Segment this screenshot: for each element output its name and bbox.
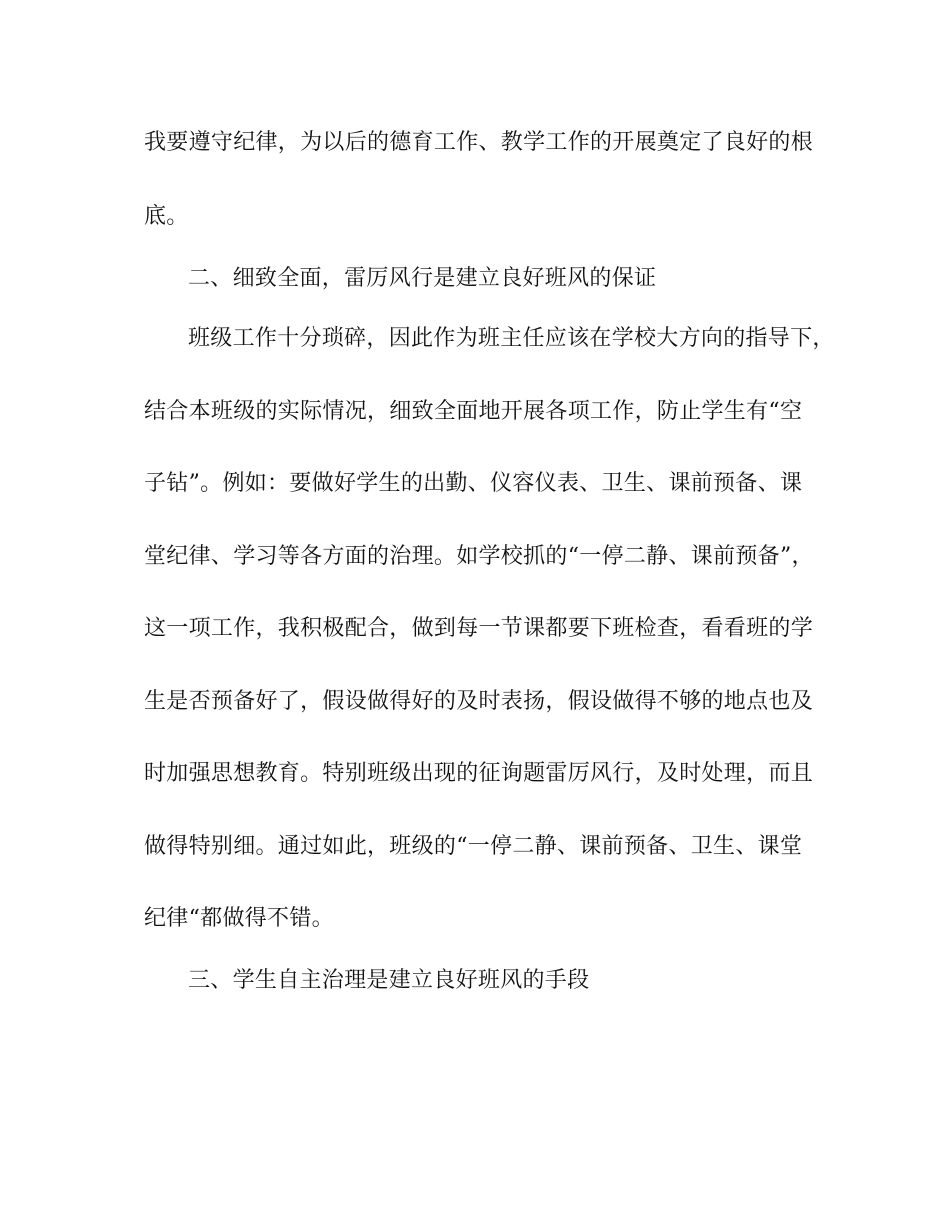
section-heading-3: 三、学生自主治理是建立良好班风的手段	[188, 968, 590, 993]
paragraph-line: 这一项工作，我积极配合，做到每一节课都要下班检查，看看班的学	[144, 616, 814, 641]
section-heading-2: 二、细致全面，雷厉风行是建立良好班风的保证	[188, 266, 657, 291]
paragraph-line: 生是否预备好了，假设做得好的及时表扬，假设做得不够的地点也及	[144, 689, 814, 714]
paragraph-line: 班级工作十分琐碎，因此作为班主任应该在学校大方向的指导下，	[188, 326, 835, 351]
paragraph-line: 子钻”。例如：要做好学生的出勤、仪容仪表、卫生、课前预备、课	[144, 471, 803, 496]
paragraph-line: 时加强思想教育。特别班级出现的征询题雷厉风行，及时处理，而且	[144, 761, 814, 786]
paragraph-line: 堂纪律、学习等各方面的治理。如学校抓的“一停二静、课前预备”，	[144, 544, 814, 569]
paragraph-line: 我要遵守纪律，为以后的德育工作、教学工作的开展奠定了良好的根	[144, 130, 814, 155]
paragraph-line: 底。	[144, 204, 189, 229]
paragraph-line: 做得特别细。通过如此，班级的“一停二静、课前预备、卫生、课堂	[144, 834, 803, 859]
paragraph-line: 结合本班级的实际情况，细致全面地开展各项工作，防止学生有“空	[144, 399, 803, 424]
paragraph-line: 纪律“都做得不错。	[144, 906, 334, 931]
